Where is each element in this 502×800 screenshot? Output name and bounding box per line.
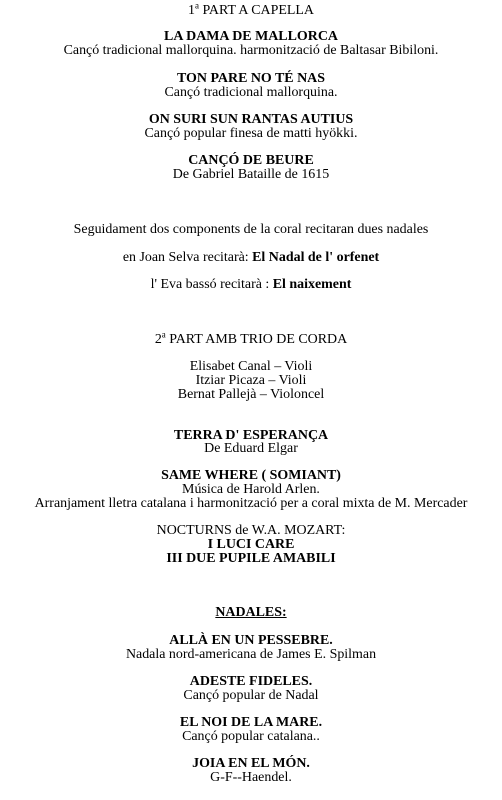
mozart-label: NOCTURNS de W.A. MOZART: <box>156 523 346 538</box>
song-subtitle: Cançó popular de Nadal <box>183 688 319 703</box>
song-subtitle: Cançó tradicional mallorquina. <box>164 85 338 100</box>
song-subtitle: Música de Harold Arlen. <box>182 482 320 497</box>
song-title: JOIA EN EL MÓN. <box>192 756 310 771</box>
song-subtitle: De Eduard Elgar <box>204 441 298 456</box>
song-title: SAME WHERE ( SOMIANT) <box>161 468 341 483</box>
song-title: TON PARE NO TÉ NAS <box>176 71 326 86</box>
song-subtitle: Nadala nord-americana de James E. Spilman <box>125 647 377 662</box>
recital-line-1: en Joan Selva recitarà: El Nadal de l' orfenet <box>122 250 380 265</box>
musician: Bernat Pallejà – Violoncel <box>177 387 325 402</box>
mozart-item: III DUE PUPILE AMABILI <box>166 551 336 566</box>
song-subtitle: Arranjament lletra catalana i harmonització per a coral mixta de M. Mercader <box>34 496 468 511</box>
recital-intro: Seguidament dos components de la coral recitaran dues nadales <box>73 222 429 237</box>
part1-heading: 1$^a$ PART A CAPELLA <box>188 0 314 18</box>
song-title: TERRA D' ESPERANÇA <box>173 428 329 443</box>
musician: Itziar Picaza – Violi <box>195 373 307 388</box>
nadales-heading: NADALES: <box>215 605 287 620</box>
musician: Elisabet Canal – Violi <box>189 359 313 374</box>
part2-heading: 2$^a$ PART AMB TRIO DE CORDA <box>154 329 348 347</box>
song-subtitle: G-F--Haendel. <box>210 770 292 785</box>
song-subtitle: Cançó popular finesa de matti hyökki. <box>144 126 358 141</box>
song-title: CANÇÓ DE BEURE <box>188 153 314 168</box>
song-title: ADESTE FIDELES. <box>189 674 313 689</box>
recital-line-2: l' Eva bassó recitarà : El naixement <box>150 277 352 292</box>
song-subtitle: Cançó tradicional mallorquina. harmonització de Baltasar Bibiloni. <box>63 43 439 58</box>
song-title: LA DAMA DE MALLORCA <box>164 29 338 44</box>
song-title: EL NOI DE LA MARE. <box>179 715 323 730</box>
song-title: ALLÀ EN UN PESSEBRE. <box>169 633 333 648</box>
song-subtitle: De Gabriel Bataille de 1615 <box>172 167 330 182</box>
song-title: ON SURI SUN RANTAS AUTIUS <box>148 112 354 127</box>
song-subtitle: Cançó popular catalana.. <box>182 729 320 744</box>
mozart-item: I LUCI CARE <box>207 537 295 552</box>
